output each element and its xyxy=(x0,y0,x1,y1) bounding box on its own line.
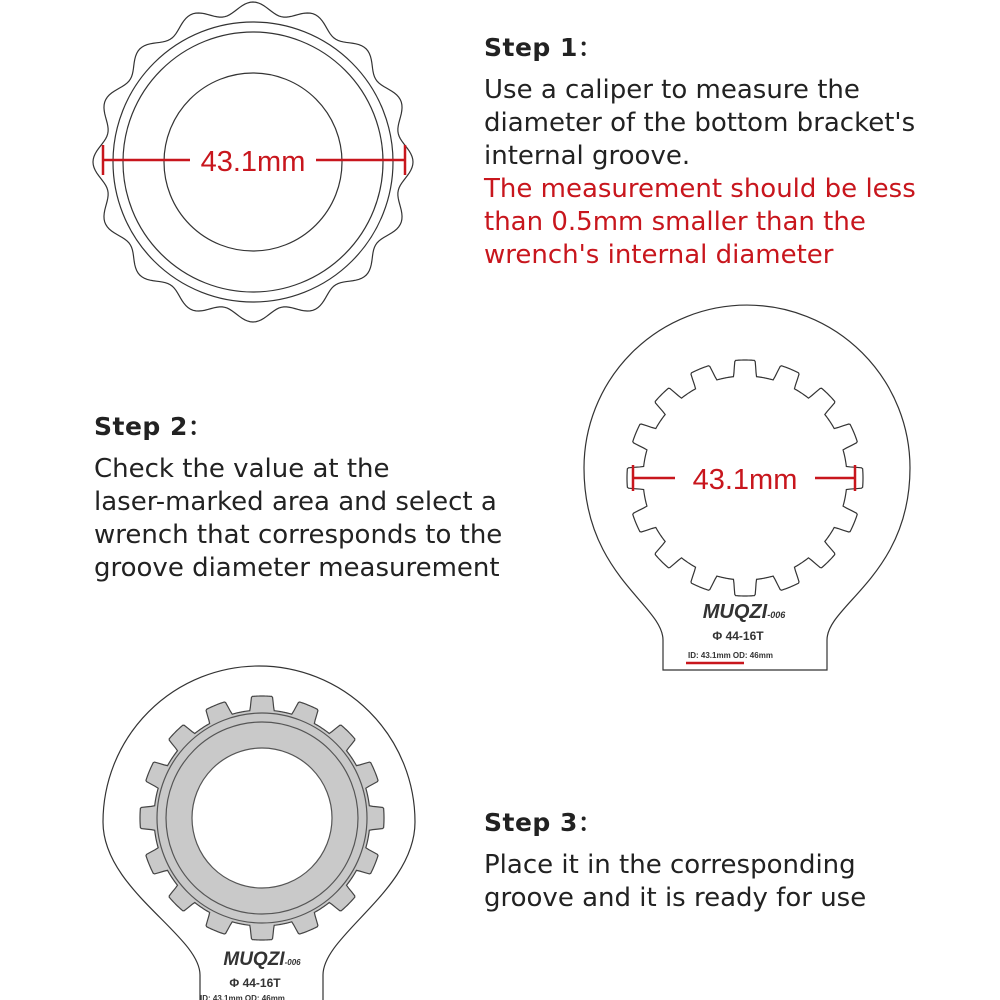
installed-model-suffix: -006 xyxy=(284,958,301,967)
step-3-title: Step 3： xyxy=(484,808,604,837)
step-1-line-2: diameter of the bottom bracket's xyxy=(484,108,916,138)
step-2-line-1: Check the value at the xyxy=(94,454,390,484)
installed-size-label: ID: 43.1mm OD: 46mm xyxy=(200,994,285,1000)
step-3-line-2: groove and it is ready for use xyxy=(484,883,867,913)
wrench-size-label xyxy=(688,651,773,660)
step-1-warning-line-1: The measurement should be less xyxy=(484,174,916,204)
lockring-center-hole xyxy=(192,748,332,888)
step-1-line-3: internal groove. xyxy=(484,141,691,171)
step-2-line-4: groove diameter measurement xyxy=(94,553,500,583)
step-1-title: Step 1： xyxy=(484,33,604,62)
step-3-section xyxy=(484,803,964,915)
step-1-warning-line-2: than 0.5mm smaller than the xyxy=(484,207,866,237)
wrench-brand: MUQZI xyxy=(702,601,768,623)
step-1-section xyxy=(484,28,984,272)
step-1-warning-line-3: wrench's internal diameter xyxy=(484,240,834,270)
step-2-section xyxy=(94,407,554,585)
wrench-model-suffix: -006 xyxy=(767,610,786,620)
measurement-label-1: 43.1mm xyxy=(200,146,306,178)
step-3-line-1: Place it in the corresponding xyxy=(484,850,856,880)
step-2-title: Step 2： xyxy=(94,412,214,441)
wrench-spec: Φ 44-16T xyxy=(712,629,764,643)
installed-brand: MUQZI xyxy=(223,949,285,970)
step-1-line-1: Use a caliper to measure the xyxy=(484,75,860,105)
step-2-line-3: wrench that corresponds to the xyxy=(94,520,503,550)
step-2-line-2: laser-marked area and select a xyxy=(94,487,497,517)
wrench-id-label: ID: 43.1mm xyxy=(688,651,731,660)
measurement-label-2: 43.1mm xyxy=(692,464,798,496)
installed-spec: Φ 44-16T xyxy=(229,976,281,990)
wrench-od-label: OD: 46mm xyxy=(732,651,773,660)
